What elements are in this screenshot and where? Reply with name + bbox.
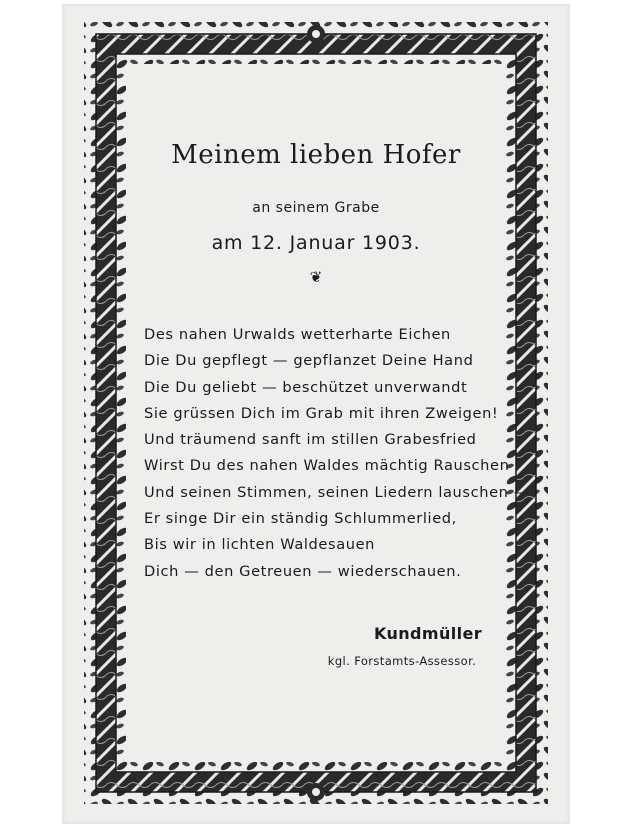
poem bbox=[144, 322, 529, 585]
author-name: Kundmüller bbox=[373, 624, 483, 643]
memorial-text bbox=[62, 4, 570, 824]
poem-line: Die Du geliebt — beschützet unverwandt bbox=[144, 378, 468, 396]
poem-line: Und seinen Stimmen, seinen Liedern lauschen — bbox=[144, 483, 529, 501]
poem-line: Die Du gepflegt — gepflanzet Deine Hand bbox=[144, 352, 474, 370]
document-subtitle: an seinem Grabe bbox=[252, 200, 380, 216]
poem-line: Er singe Dir ein ständig Schlummerlied, bbox=[144, 510, 457, 528]
document-date: am 12. Januar 1903. bbox=[211, 232, 421, 254]
poem-line: Und träumend sanft im stillen Grabesfried bbox=[144, 431, 477, 449]
poem-line: Sie grüssen Dich im Grab mit ihren Zweigen! bbox=[144, 404, 499, 422]
poem-line: Dich — den Getreuen — wiederschauen. bbox=[144, 562, 462, 580]
poem-line: Wirst Du des nahen Waldes mächtig Rauschen bbox=[144, 457, 510, 475]
poem-line: Des nahen Urwalds wetterharte Eichen bbox=[144, 326, 451, 343]
document-sheet bbox=[62, 4, 570, 824]
poem-line: Bis wir in lichten Waldesauen bbox=[144, 536, 376, 554]
fleuron-ornament-icon: ❦ bbox=[309, 268, 323, 286]
author-role: kgl. Forstamts-Assessor. bbox=[327, 654, 477, 668]
document-title: Meinem lieben Hofer bbox=[171, 140, 461, 170]
